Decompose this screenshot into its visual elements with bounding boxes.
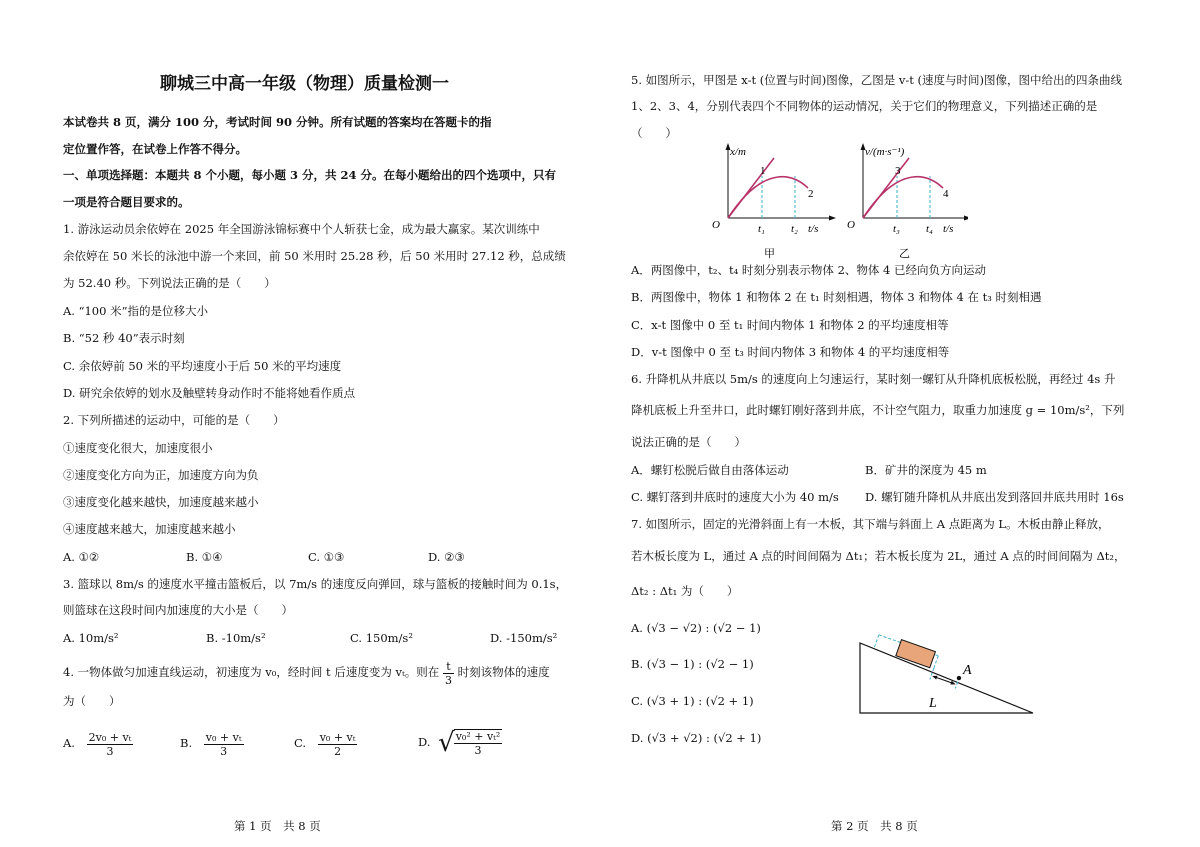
exam-intro-line1: 本试卷共 8 页，满分 100 分，考试时间 90 分钟。所有试题的答案均在答题卡的指: [63, 115, 492, 129]
exam-page-2: [600, 0, 1200, 847]
l-marker-left: [930, 668, 934, 679]
q4-option-a-numerator: 2v₀ + vₜ: [88, 730, 132, 744]
q6-option-b: B．矿井的深度为 45 m: [865, 463, 987, 477]
q2-statement-3: ③速度变化越来越快，加速度越来越小: [63, 495, 259, 509]
q5-stem-line1: 5. 如图所示，甲图是 x-t (位置与时间)图像，乙图是 v-t (速度与时间)图像，图中给出的四条曲线: [631, 73, 1122, 87]
graph-right-tick-t4: t₄: [926, 223, 933, 235]
q4-stem-line2: 为（ ）: [63, 694, 121, 708]
graph-left-xlabel: t/s: [808, 223, 819, 235]
q4-option-c-fraction: [318, 731, 358, 758]
q6-option-c: C. 螺钉落到井底时的速度大小为 40 m/s: [631, 490, 839, 504]
q5-stem-line3: （ ）: [631, 126, 677, 140]
section-header-line2: 一项是符合题目要求的。: [63, 195, 190, 209]
q4-stem-text-a: 4. 一物体做匀加速直线运动，初速度为 v₀，经时间 t 后速度变为 vₜ。则在: [63, 665, 440, 679]
q5-graph-v-t: [847, 143, 968, 260]
graph-right-ylabel: v/(m·s⁻¹): [865, 146, 905, 158]
x-axis-arrow-icon: [964, 216, 968, 221]
point-a-dot: [956, 675, 962, 681]
q1-option-b: B. “52 秒 40”表示时刻: [63, 331, 185, 345]
point-a-label: A: [963, 663, 972, 678]
q5-figure: [708, 140, 968, 265]
q5-option-a: A．两图像中，t₂、t₄ 时刻分别表示物体 2、物体 4 已经向负方向运动: [631, 263, 987, 277]
q3-option-b: B. -10m/s²: [206, 631, 266, 645]
curve-2: [728, 177, 808, 218]
q4-option-b: [180, 727, 244, 759]
q4-option-c-numerator: v₀ + vₜ: [319, 730, 356, 744]
q7-stem-line1: 7. 如图所示，固定的光滑斜面上有一木板，其下端与斜面上 A 点距离为 L。木板由静止释放，: [631, 517, 1110, 531]
wooden-block: [896, 640, 936, 668]
q4-option-d: [418, 722, 502, 762]
q3-stem-line1: 3. 篮球以 8m/s 的速度水平撞击篮板后，以 7m/s 的速度反向弹回，球与篮板的接触时间为 0.1s，: [63, 577, 568, 591]
q4-option-a-denominator: 3: [106, 744, 114, 758]
q5-graph-x-t: [712, 143, 836, 260]
q2-option-b: B. ①④: [186, 550, 223, 564]
q2-statement-4: ④速度越来越大，加速度越来越小: [63, 522, 236, 536]
q4-option-b-denominator: 3: [220, 744, 228, 758]
q7-incline-figure: [855, 618, 1040, 718]
board-outline-left: [874, 635, 878, 647]
graph-right-caption: 乙: [899, 248, 910, 260]
graph-left-tick-t2: t₂: [791, 223, 798, 235]
q4-stem-text-b: 时刻该物体的速度: [457, 665, 550, 679]
q3-option-a: A. 10m/s²: [63, 631, 119, 645]
q4-option-a-fraction: [87, 731, 134, 758]
graph-left-ylabel: x/m: [730, 146, 746, 158]
graph-left-curve2-label: 2: [808, 188, 814, 200]
q7-stem-line2: 若木板长度为 L，通过 A 点的时间间隔为 Δt₁；若木板长度为 2L，通过 A 点的时间间隔为 Δt₂，: [631, 549, 1126, 563]
q4-option-b-label: B.: [180, 736, 193, 750]
graph-left-tick-t1: t₁: [758, 223, 765, 235]
q7-option-d: D. (√3 + √2) : (√2 + 1): [631, 731, 762, 745]
q3-option-c: C. 150m/s²: [350, 631, 413, 645]
q4-option-d-denominator: 3: [474, 744, 482, 757]
q1-option-c: C. 余依婷前 50 米的平均速度小于后 50 米的平均速度: [63, 359, 342, 373]
section-header-line1: 一、单项选择题：本题共 8 个小题，每小题 3 分，共 24 分。在每小题给出的四个选项中，只有: [63, 168, 557, 182]
q7-option-a: A. (√3 − √2) : (√2 − 1): [631, 621, 761, 635]
q4-fraction-t-over-3: [443, 660, 454, 687]
q2-option-d: D. ②③: [428, 550, 465, 564]
exam-title: 聊城三中高一年级（物理）质量检测一: [160, 74, 449, 94]
q4-option-d-label: D.: [418, 735, 431, 749]
q4-option-d-numerator: v₀² + vₜ²: [455, 730, 501, 743]
q4-fraction-denominator: 3: [444, 673, 452, 687]
q7-stem-line3: Δt₂ : Δt₁ 为（ ）: [631, 584, 739, 598]
q4-stem-line1: [63, 658, 550, 686]
q2-statement-2: ②速度变化方向为正，加速度方向为负: [63, 468, 259, 482]
q1-option-a: A. “100 米”指的是位移大小: [63, 304, 208, 318]
q6-stem-line3: 说法正确的是（ ）: [631, 435, 746, 449]
q5-option-c: C．x-t 图像中 0 至 t₁ 时间内物体 1 和物体 2 的平均速度相等: [631, 318, 949, 332]
q6-stem-line1: 6. 升降机从井底以 5m/s 的速度向上匀速运行，某时刻一螺钉从升降机底板松脱，再经过 4s 升: [631, 372, 1116, 386]
q1-stem-line3: 为 52.40 秒。下列说法正确的是（ ）: [63, 276, 276, 290]
q6-option-a: A．螺钉松脱后做自由落体运动: [631, 463, 789, 477]
q4-option-c-denominator: 2: [334, 744, 342, 758]
q1-stem-line1: 1. 游泳运动员余依婷在 2025 年全国游泳锦标赛中个人斩获七金，成为最大赢家。某次训练中: [63, 222, 540, 236]
q3-stem-line2: 则篮球在这段时间内加速度的大小是（ ）: [63, 603, 293, 617]
graph-right-curve4-label: 4: [943, 188, 949, 200]
q4-option-b-numerator: v₀ + vₜ: [205, 730, 242, 744]
q1-option-d: D. 研究余依婷的划水及触壁转身动作时不能将她看作质点: [63, 386, 356, 400]
page-2-footer: 第 2 页 共 8 页: [831, 819, 918, 833]
q4-option-c-label: C.: [294, 736, 307, 750]
q5-option-b: B．两图像中，物体 1 和物体 2 在 t₁ 时刻相遇，物体 3 和物体 4 在 t₃ 时刻相遇: [631, 290, 1042, 304]
q7-option-c: C. (√3 + 1) : (√2 + 1): [631, 694, 754, 708]
graph-left-caption: 甲: [764, 248, 775, 260]
q3-option-d: D. -150m/s²: [490, 631, 558, 645]
l-arrow-left-icon: [931, 674, 937, 679]
q4-option-a: [63, 727, 133, 759]
q2-option-a: A. ①②: [63, 550, 100, 564]
graph-right-curve3-label: 3: [895, 165, 901, 177]
incline-triangle: [860, 643, 1033, 713]
graph-right-origin: O: [847, 219, 855, 231]
board-outline-right: [934, 656, 938, 668]
q4-option-b-fraction: [204, 731, 244, 758]
q6-stem-line2: 降机底板上升至井口，此时螺钉刚好落到井底，不计空气阻力，取重力加速度 g = 10m/s²，下列: [631, 403, 1125, 417]
q2-statement-1: ①速度变化很大，加速度很小: [63, 441, 213, 455]
graph-left-curve1-label: 1: [760, 165, 766, 177]
q6-option-d: D. 螺钉随升降机从井底出发到落回井底共用时 16s: [865, 490, 1124, 504]
q4-fraction-numerator: t: [443, 660, 454, 674]
page-1-footer: 第 1 页 共 8 页: [234, 819, 321, 833]
q4-option-a-label: A.: [63, 736, 75, 750]
q2-option-c: C. ①③: [308, 550, 345, 564]
curve-4: [863, 177, 943, 218]
q4-option-c: [294, 727, 357, 759]
sqrt-sign-icon: √: [438, 728, 455, 758]
graph-right-tick-t3: t₃: [893, 223, 900, 235]
q7-option-b: B. (√3 − 1) : (√2 − 1): [631, 657, 754, 671]
graph-left-origin: O: [712, 219, 720, 231]
exam-intro-line2: 定位置作答，在试卷上作答不得分。: [63, 142, 247, 156]
q1-stem-line2: 余依婷在 50 米长的泳池中游一个来回，前 50 米用时 25.28 秒，后 50 米用时 27.12 秒，总成绩: [63, 249, 566, 263]
q2-stem: 2. 下列所描述的运动中，可能的是（ ）: [63, 413, 285, 427]
graph-right-xlabel: t/s: [943, 223, 954, 235]
x-axis-arrow-icon: [829, 216, 836, 221]
q5-stem-line2: 1、2、3、4，分别代表四个不同物体的运动情况，关于它们的物理意义，下列描述正确的是: [631, 99, 1098, 113]
q4-option-d-fraction: [454, 729, 503, 757]
length-l-label: L: [929, 696, 937, 711]
q5-option-d: D．v-t 图像中 0 至 t₃ 时间内物体 3 和物体 4 的平均速度相等: [631, 345, 950, 359]
